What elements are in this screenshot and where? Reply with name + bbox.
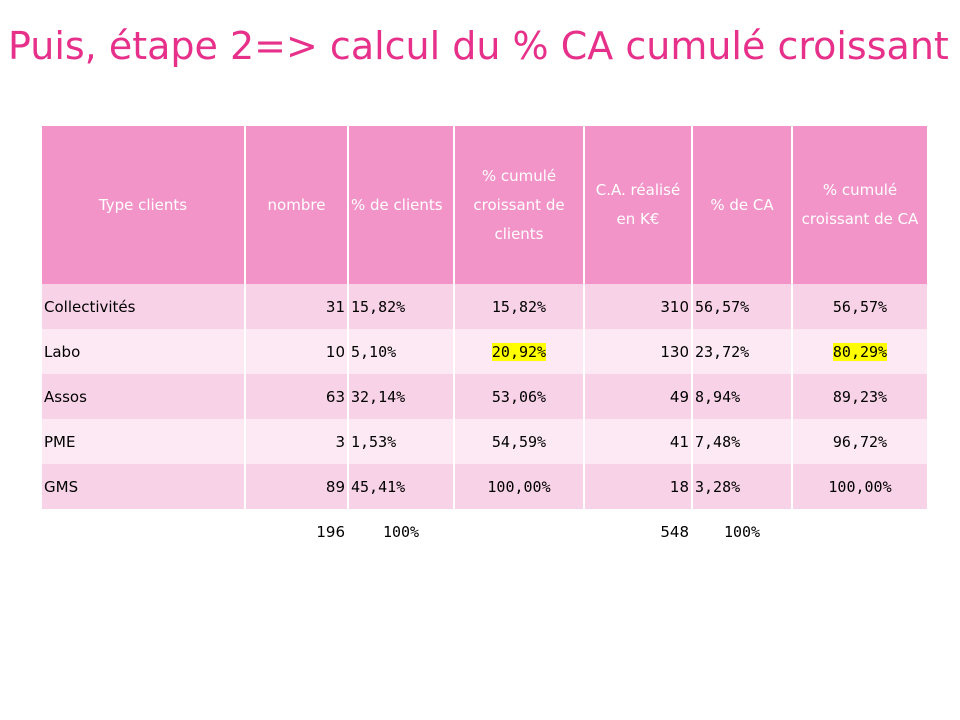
cell-cumul-clients: 53,06% bbox=[454, 374, 584, 419]
total-pct-ca: 100% bbox=[692, 509, 792, 554]
header-row bbox=[42, 126, 927, 284]
cell-pct-ca: 7,48% bbox=[692, 419, 792, 464]
cell-nombre: 3 bbox=[245, 419, 348, 464]
table-row bbox=[42, 374, 927, 419]
cell-pct-ca: 56,57% bbox=[692, 284, 792, 329]
cell-type: Collectivités bbox=[42, 284, 245, 329]
total-cumul-ca bbox=[792, 509, 927, 554]
total-ca: 548 bbox=[584, 509, 692, 554]
header-cumul-clients: % cumulé croissant de clients bbox=[454, 126, 584, 284]
totals-row bbox=[42, 509, 927, 554]
header-nombre: nombre bbox=[245, 126, 348, 284]
total-type bbox=[42, 509, 245, 554]
cell-type: PME bbox=[42, 419, 245, 464]
cell-nombre: 63 bbox=[245, 374, 348, 419]
header-pct-ca: % de CA bbox=[692, 126, 792, 284]
table-row bbox=[42, 284, 927, 329]
slide-title: Puis, étape 2=> calcul du % CA cumulé croissant bbox=[8, 24, 949, 68]
highlight-marker: 80,29% bbox=[832, 342, 888, 361]
cell-ca: 49 bbox=[584, 374, 692, 419]
cell-cumul-clients: 100,00% bbox=[454, 464, 584, 509]
cell-cumul-ca: 100,00% bbox=[792, 464, 927, 509]
cell-nombre: 31 bbox=[245, 284, 348, 329]
cell-pct-clients: 5,10% bbox=[348, 329, 454, 374]
cell-cumul-ca bbox=[792, 329, 927, 374]
cell-nombre: 10 bbox=[245, 329, 348, 374]
table-row bbox=[42, 329, 927, 374]
table-row bbox=[42, 419, 927, 464]
clients-table bbox=[42, 126, 927, 554]
header-ca: C.A. réalisé en K€ bbox=[584, 126, 692, 284]
cell-ca: 18 bbox=[584, 464, 692, 509]
cell-pct-clients: 32,14% bbox=[348, 374, 454, 419]
header-cumul-ca: % cumulé croissant de CA bbox=[792, 126, 927, 284]
cell-type: Assos bbox=[42, 374, 245, 419]
cell-type: Labo bbox=[42, 329, 245, 374]
cell-pct-ca: 8,94% bbox=[692, 374, 792, 419]
cell-cumul-clients bbox=[454, 329, 584, 374]
cell-cumul-ca: 56,57% bbox=[792, 284, 927, 329]
cell-pct-ca: 3,28% bbox=[692, 464, 792, 509]
total-nombre: 196 bbox=[245, 509, 348, 554]
cell-ca: 130 bbox=[584, 329, 692, 374]
cell-nombre: 89 bbox=[245, 464, 348, 509]
header-pct-clients: % de clients bbox=[348, 126, 454, 284]
cell-pct-clients: 45,41% bbox=[348, 464, 454, 509]
cell-pct-ca: 23,72% bbox=[692, 329, 792, 374]
cell-pct-clients: 1,53% bbox=[348, 419, 454, 464]
cell-cumul-ca: 96,72% bbox=[792, 419, 927, 464]
total-cumul-clients bbox=[454, 509, 584, 554]
highlight-marker: 20,92% bbox=[491, 342, 547, 361]
cell-cumul-clients: 54,59% bbox=[454, 419, 584, 464]
cell-cumul-clients: 15,82% bbox=[454, 284, 584, 329]
cell-pct-clients: 15,82% bbox=[348, 284, 454, 329]
cell-cumul-ca: 89,23% bbox=[792, 374, 927, 419]
header-type-clients: Type clients bbox=[42, 126, 245, 284]
total-pct-clients: 100% bbox=[348, 509, 454, 554]
cell-ca: 310 bbox=[584, 284, 692, 329]
cell-type: GMS bbox=[42, 464, 245, 509]
table-row bbox=[42, 464, 927, 509]
cell-ca: 41 bbox=[584, 419, 692, 464]
